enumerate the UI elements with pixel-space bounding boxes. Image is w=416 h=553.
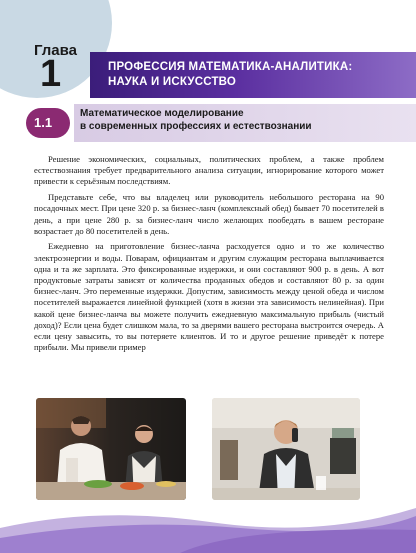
section-title: [80, 107, 400, 133]
businessman-on-phone-photo: [212, 398, 360, 500]
paragraph: Решение экономических, социальных, политических проблем, а также проблем естествознания требует предварительного анализа ситуации, игнорирование которого может привести к серьёзным последствиям.: [34, 154, 384, 187]
page-number: 5: [289, 512, 296, 526]
body-text: [34, 154, 384, 358]
footer-wave: [0, 500, 416, 553]
chapter-title: [108, 60, 408, 90]
chapter-title-line-1: ПРОФЕССИЯ МАТЕМАТИКА-АНАЛИТИКА:: [108, 61, 353, 73]
chefs-cooking-photo: [36, 398, 186, 500]
chapter-number: 1: [40, 53, 62, 95]
paragraph: Ежедневно на приготовление бизнес-ланча расходуется одно и то же количество электроэнергии и воды. Поварам, официантам и другим служащим ресторана выплачивается одна и та же зарплата. Это фиксированные издержки, и они составляют 900 р. в день. А вот продуктовые затраты зависят от количества проданных обедов и составляют 80 р. за один бизнес-ланч. Это переменные издержки. Допустим, зависимость между ценой обеда и числом посетителей выражается линейной функцией (хотя в жизни эта зависимость нелинейная). При какой цене бизнес-ланча вы можете получить ежедневную максимальную прибыль (чистый доход)? Если цена будет слишком мала, то за дверями вашего ресторана выстроится очередь. А если цену завысить, то вы потеряете клиентов. И то и другое решение приведёт к потере прибыли. Мы привели пример: [34, 241, 384, 353]
chapter-label: Глава: [34, 42, 77, 59]
section-title-line-1: Математическое моделирование: [80, 108, 244, 119]
chapter-title-line-2: НАУКА И ИСКУССТВО: [108, 76, 237, 88]
section-title-line-2: в современных профессиях и естествознании: [80, 121, 312, 132]
paragraph: Представьте себе, что вы владелец или руководитель небольшого ресторана на 90 посадочных мест. При цене 320 р. за бизнес-ланч (комплексный обед) бывает 70 посетителей в день, а при цене 280 р. за бизнес-ланч число желающих пообедать в вашем ресторане возрастает до 80 посетителей в день.: [34, 192, 384, 236]
section-number: 1.1: [34, 115, 53, 130]
